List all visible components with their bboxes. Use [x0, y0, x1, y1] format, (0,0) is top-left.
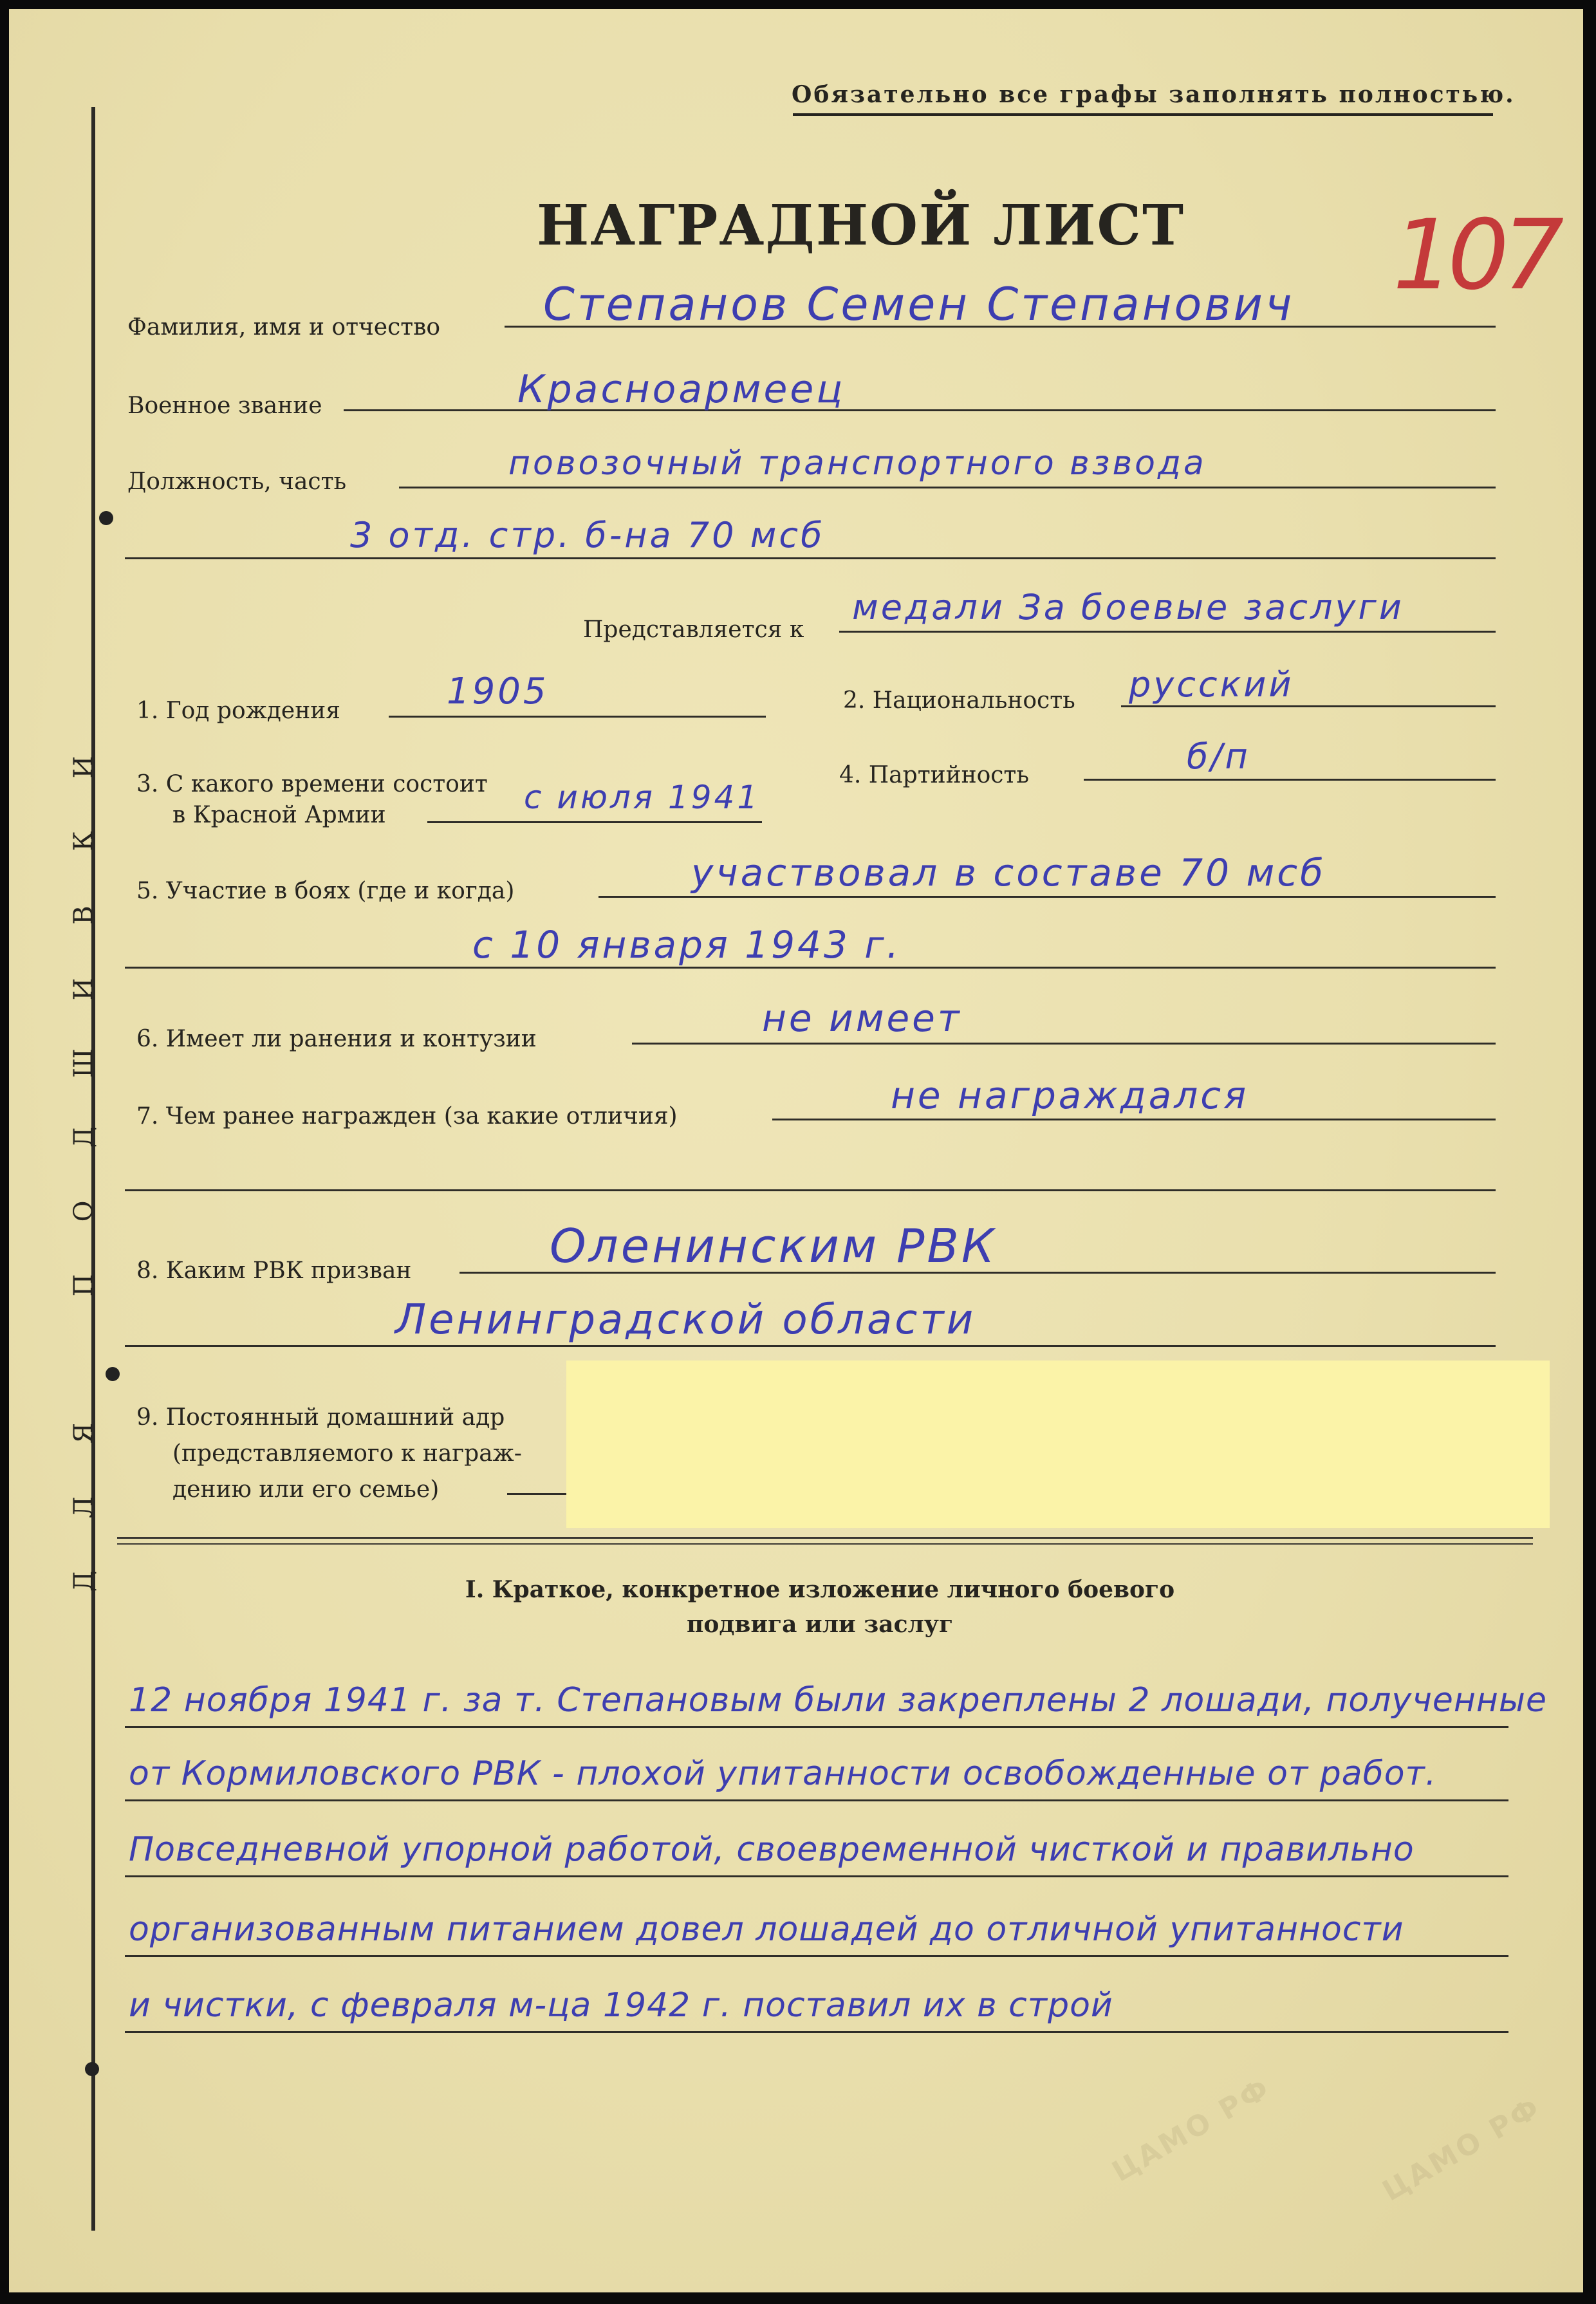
award-sheet-paper — [9, 9, 1583, 2292]
battles-underline-2 — [125, 967, 1496, 969]
position-value: повозочный транспортного взвода — [508, 444, 1207, 483]
army-since-underline — [427, 821, 762, 823]
battles-value-2: с 10 января 1943 г. — [472, 923, 902, 967]
narrative-line: Повседневной упорной работой, своевременной чисткой и правильно — [129, 1830, 1415, 1869]
narrative-underline — [125, 2031, 1508, 2033]
narrative-underline — [125, 1799, 1508, 1801]
side-label-letter: О — [69, 1200, 98, 1222]
army-since-label-1: 3. С какого времени состоит — [136, 771, 488, 797]
rvk-value: Оленинским РВК — [550, 1219, 997, 1273]
side-label-letter: Ш — [69, 1048, 98, 1078]
narrative-line: организованным питанием довел лошадей до отличной упитанности — [129, 1910, 1404, 1949]
presented-label: Представляется к — [583, 617, 804, 643]
watermark: ЦАМО РФ — [1377, 2090, 1547, 2208]
narrative-underline — [125, 1955, 1508, 1957]
rank-value: Красноармеец — [517, 367, 846, 412]
narrative-line: и чистки, с февраля м-ца 1942 г. поставил их в строй — [129, 1986, 1113, 2025]
position-underline-2 — [125, 557, 1496, 559]
position-label: Должность, часть — [127, 469, 347, 495]
watermark: ЦАМО РФ — [1106, 2071, 1277, 2189]
side-label-letter: И — [69, 978, 98, 1001]
rvk-value-2: Ленинградской области — [395, 1296, 976, 1344]
party-underline — [1084, 779, 1496, 781]
army-since-label-2: в Красной Армии — [172, 802, 386, 828]
header-underline — [793, 113, 1493, 116]
address-redaction-mask — [566, 1361, 1550, 1528]
section-title-line1: I. Краткое, конкретное изложение личного боевого — [465, 1576, 1175, 1603]
rank-underline — [344, 409, 1496, 411]
narrative-underline — [125, 1726, 1508, 1728]
page-title: НАГРАДНОЙ ЛИСТ — [537, 193, 1185, 258]
birth-year-value: 1905 — [447, 671, 549, 712]
prev-awards-label: 7. Чем ранее награжден (за какие отличия) — [136, 1103, 678, 1129]
fio-value: Степанов Семен Степанович — [543, 278, 1295, 331]
rvk-label: 8. Каким РВК призван — [136, 1258, 412, 1284]
section-title-line2: подвига или заслуг — [686, 1611, 954, 1638]
side-label-letter: И — [69, 756, 98, 779]
battles-value: участвовал в составе 70 мсб — [691, 851, 1326, 895]
side-label-letter: Л — [69, 1496, 98, 1518]
army-since-value: с июля 1941 — [524, 779, 761, 816]
prev-awards-underline — [772, 1119, 1496, 1120]
prev-awards-underline-2 — [125, 1189, 1496, 1191]
header-note: Обязательно все графы заполнять полностью. — [792, 81, 1516, 108]
address-underline — [507, 1493, 571, 1495]
party-label: 4. Партийность — [839, 762, 1029, 788]
battles-underline — [598, 896, 1496, 898]
binding-hole-icon — [85, 2062, 99, 2076]
fio-label: Фамилия, имя и отчество — [127, 314, 441, 340]
position-underline — [399, 487, 1496, 488]
narrative-underline — [125, 1875, 1508, 1877]
narrative-line: от Кормиловского РВК - плохой упитанности освобожденные от работ. — [129, 1754, 1437, 1793]
side-label-letter: В — [69, 906, 98, 925]
nationality-value: русский — [1129, 664, 1294, 705]
rvk-underline-2 — [125, 1345, 1496, 1347]
section-divider — [117, 1537, 1533, 1539]
birth-year-label: 1. Год рождения — [136, 698, 340, 724]
address-label-1: 9. Постоянный домашний адр — [136, 1404, 505, 1431]
position-value-2: 3 отд. стр. б-на 70 мсб — [350, 515, 825, 555]
binding-margin-line — [91, 107, 95, 2231]
side-label-letter: Д — [69, 1570, 98, 1592]
prev-awards-value: не награждался — [891, 1073, 1249, 1117]
binding-hole-icon — [99, 511, 113, 525]
birth-year-underline — [389, 716, 766, 718]
wounds-label: 6. Имеет ли ранения и контузии — [136, 1026, 537, 1052]
side-label-letter: К — [69, 831, 98, 851]
narrative-line: 12 ноября 1941 г. за т. Степановым были закреплены 2 лошади, полученные — [129, 1681, 1547, 1720]
party-value: б/п — [1187, 736, 1250, 777]
rank-label: Военное звание — [127, 393, 322, 419]
address-label-2: (представляемого к награж- — [172, 1440, 522, 1467]
battles-label: 5. Участие в боях (где и когда) — [136, 878, 515, 904]
award-value: медали За боевые заслуги — [852, 587, 1404, 627]
wounds-value: не имеет — [762, 996, 962, 1040]
nationality-underline — [1121, 705, 1496, 707]
section-divider — [117, 1543, 1533, 1545]
side-label-letter: Я — [69, 1422, 98, 1444]
binding-hole-icon — [106, 1367, 120, 1381]
side-label-letter: П — [69, 1274, 98, 1297]
archive-number-stamp: 107 — [1393, 200, 1558, 311]
address-label-3: дению или его семье) — [172, 1476, 440, 1503]
presented-underline — [839, 631, 1496, 633]
wounds-underline — [632, 1043, 1496, 1045]
nationality-label: 2. Национальность — [843, 687, 1075, 714]
side-label-letter: Д — [69, 1126, 98, 1148]
